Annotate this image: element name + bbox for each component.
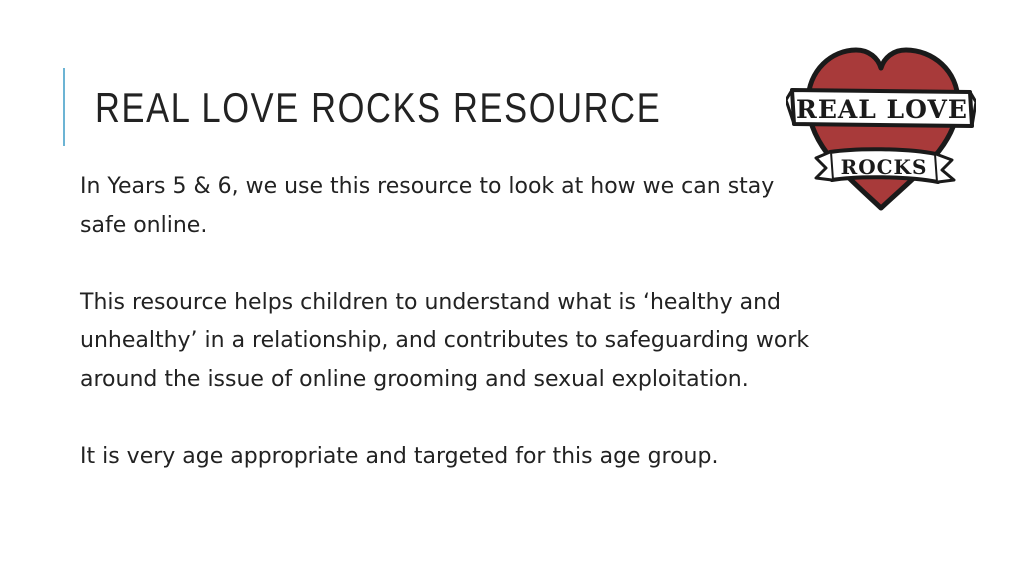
real-love-rocks-logo: [786, 40, 976, 212]
slide-title: REAL LOVE ROCKS RESOURCE: [95, 84, 662, 131]
paragraph-years-5-6: In Years 5 & 6, we use this resource to look at how we can stay safe online.: [80, 174, 775, 238]
slide-body: [80, 168, 820, 476]
heart-shape: [808, 50, 958, 208]
banner-top-text: REAL LOVE: [796, 95, 968, 124]
paragraph-age-appropriate: It is very age appropriate and targeted for this age group.: [80, 443, 719, 469]
bottom-banner-tail-left: [816, 152, 832, 180]
bottom-banner-tail-right: [936, 154, 954, 182]
title-accent-bar: [63, 68, 65, 146]
banner-bottom-text: ROCKS: [840, 155, 928, 179]
paragraph-resource-purpose: This resource helps children to understand what is ‘healthy and unhealthy’ in a relationship, and contributes to safeguarding work around the issue of online grooming and sexual exploitation.: [80, 289, 810, 392]
